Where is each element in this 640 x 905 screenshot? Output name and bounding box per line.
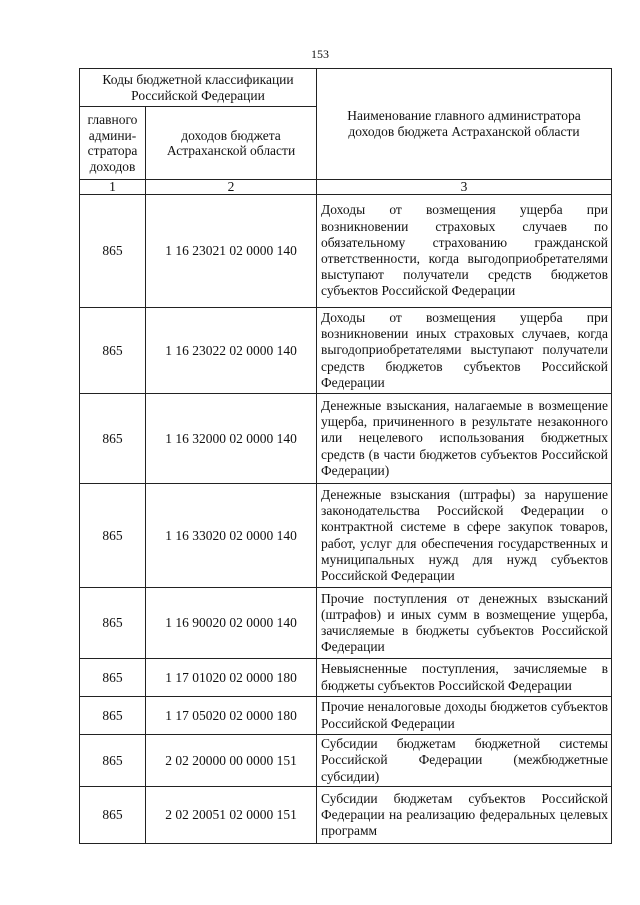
admin-code: 865 [80, 697, 146, 735]
table-row [80, 308, 612, 394]
income-code: 2 02 20051 02 0000 151 [146, 787, 317, 844]
income-name: Прочие поступления от денежных взысканий (штрафов) и иных сумм в возмещение ущерба, зачисляемые в бюджеты субъектов Российской Федерации [317, 588, 612, 659]
income-code: 1 16 33020 02 0000 140 [146, 484, 317, 588]
header-col1-title: главного админи-стратора доходов [80, 107, 146, 180]
admin-code: 865 [80, 484, 146, 588]
income-name: Доходы от возмещения ущерба при возникновении страховых случаев по обязательному страхованию гражданской ответственности, когда выгодоприобретателями выступают получатели средств бюджетов субъектов Российской Федерации [317, 195, 612, 308]
admin-code: 865 [80, 588, 146, 659]
income-code: 1 16 23022 02 0000 140 [146, 308, 317, 394]
income-name: Денежные взыскания, налагаемые в возмещение ущерба, причиненного в результате незаконного или нецелевого использования бюджетных средств (в части бюджетов субъектов Российской Федерации) [317, 394, 612, 484]
income-code: 1 17 01020 02 0000 180 [146, 659, 317, 697]
admin-code: 865 [80, 308, 146, 394]
income-name: Прочие неналоговые доходы бюджетов субъектов Российской Федерации [317, 697, 612, 735]
header-col3-title: Наименование главного администратора доходов бюджета Астраханской области [317, 69, 612, 180]
admin-code: 865 [80, 659, 146, 697]
table-row [80, 484, 612, 588]
table-row [80, 659, 612, 697]
income-code: 1 17 05020 02 0000 180 [146, 697, 317, 735]
admin-code: 865 [80, 195, 146, 308]
table-row [80, 588, 612, 659]
header-col3-num: 3 [317, 180, 612, 195]
income-code: 1 16 23021 02 0000 140 [146, 195, 317, 308]
income-code: 2 02 20000 00 0000 151 [146, 735, 317, 787]
header-group-title: Коды бюджетной классификации Российской Федерации [80, 69, 317, 107]
income-name: Денежные взыскания (штрафы) за нарушение законодательства Российской Федерации о контрактной системе в сфере закупок товаров, работ, услуг для обеспечения государственных и муниципальных нужд для нужд субъектов Российской Федерации [317, 484, 612, 588]
header-col1-num: 1 [80, 180, 146, 195]
budget-codes-table [79, 68, 612, 844]
header-col2-title: доходов бюджета Астраханской области [146, 107, 317, 180]
table-row [80, 697, 612, 735]
income-name: Субсидии бюджетам бюджетной системы Российской Федерации (межбюджетные субсидии) [317, 735, 612, 787]
income-name: Субсидии бюджетам субъектов Российской Федерации на реализацию федеральных целевых программ [317, 787, 612, 844]
table-row [80, 195, 612, 308]
table-row [80, 735, 612, 787]
income-name: Доходы от возмещения ущерба при возникновении иных страховых случаев, когда выгодоприобретателями выступают получатели средств бюджетов субъектов Российской Федерации [317, 308, 612, 394]
income-code: 1 16 90020 02 0000 140 [146, 588, 317, 659]
header-col2-num: 2 [146, 180, 317, 195]
table-row [80, 394, 612, 484]
table-row [80, 787, 612, 844]
admin-code: 865 [80, 735, 146, 787]
admin-code: 865 [80, 787, 146, 844]
income-name: Невыясненные поступления, зачисляемые в бюджеты субъектов Российской Федерации [317, 659, 612, 697]
admin-code: 865 [80, 394, 146, 484]
income-code: 1 16 32000 02 0000 140 [146, 394, 317, 484]
page-number: 153 [311, 47, 329, 61]
